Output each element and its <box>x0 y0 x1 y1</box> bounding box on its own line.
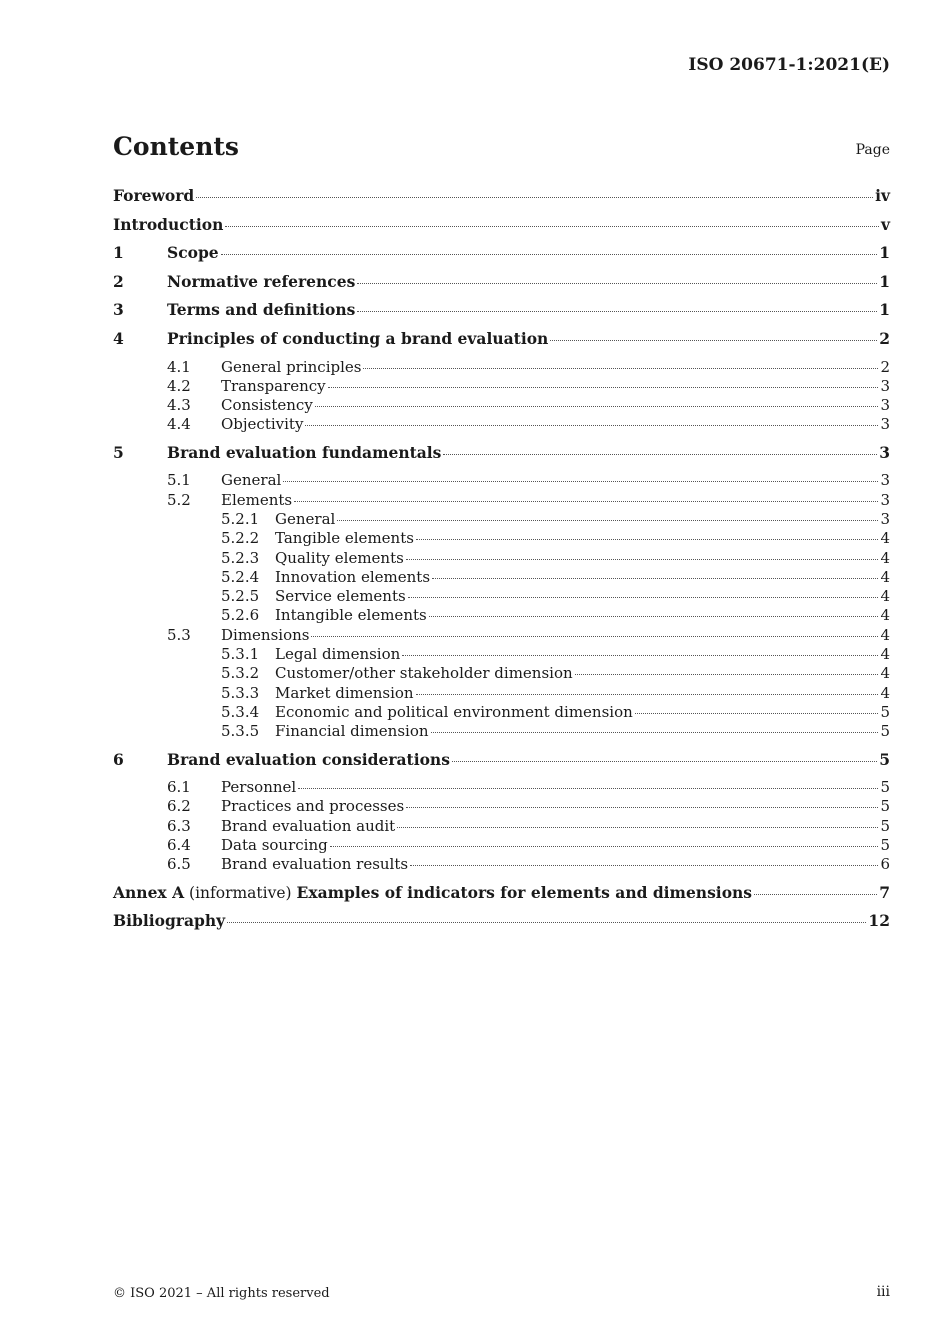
toc-entry-number: 5.2.5 <box>221 587 260 606</box>
toc-entry[interactable] <box>113 778 890 797</box>
toc-entry-title: Economic and political environment dimension <box>275 702 633 721</box>
toc-entry-number: 5 <box>113 442 124 462</box>
toc-entry-title: Innovation elements <box>275 567 431 586</box>
toc-entry[interactable] <box>113 587 890 606</box>
toc-entry-number: 5.3 <box>167 625 191 644</box>
toc-entry-page: 4 <box>880 567 890 586</box>
toc-entry-page: 3 <box>880 490 890 509</box>
toc-entry[interactable] <box>113 549 890 568</box>
table-of-contents <box>113 186 890 940</box>
toc-entry-number: 4.2 <box>167 376 191 395</box>
toc-entry-page: 3 <box>879 442 890 462</box>
dot-leader <box>429 616 879 617</box>
toc-entry-number: 6.5 <box>167 855 191 874</box>
dot-leader <box>328 387 879 388</box>
dot-leader <box>196 197 873 198</box>
toc-entry[interactable] <box>113 606 890 625</box>
toc-entry-title: Objectivity <box>221 415 304 434</box>
toc-entry[interactable] <box>113 471 890 490</box>
toc-entry[interactable] <box>113 215 890 244</box>
toc-entry[interactable] <box>113 750 890 779</box>
toc-entry-number: 6.3 <box>167 816 191 835</box>
toc-entry-page: 4 <box>880 664 890 683</box>
toc-entry[interactable] <box>113 817 890 836</box>
toc-entry-title: Principles of conducting a brand evaluation <box>167 328 549 348</box>
page-title: Contents <box>113 132 240 161</box>
toc-entry-page: 4 <box>880 645 890 664</box>
toc-entry-title: Tangible elements <box>275 529 414 548</box>
toc-entry[interactable] <box>113 300 890 329</box>
toc-entry-page: 5 <box>880 797 890 816</box>
dot-leader <box>311 636 878 637</box>
toc-entry-number: 5.3.1 <box>221 645 260 664</box>
toc-entry-title: Terms and definitions <box>167 300 356 320</box>
toc-entry-title: Normative references <box>167 271 356 291</box>
toc-entry-page: 4 <box>880 683 890 702</box>
toc-entry[interactable] <box>113 415 890 434</box>
toc-entry-page: 2 <box>879 328 890 348</box>
dot-leader <box>416 539 879 540</box>
dot-leader <box>635 713 879 714</box>
toc-entry-number: 5.1 <box>167 471 191 490</box>
toc-entry[interactable] <box>113 377 890 396</box>
toc-entry[interactable] <box>113 722 890 741</box>
toc-entry[interactable] <box>113 272 890 301</box>
toc-entry-title: General <box>275 509 336 528</box>
toc-entry[interactable] <box>113 855 890 874</box>
annex-label: Annex A <box>113 882 185 902</box>
toc-entry-title: Dimensions <box>221 625 310 644</box>
dot-leader <box>443 454 877 455</box>
dot-leader <box>337 520 878 521</box>
toc-entry-page: 3 <box>880 376 890 395</box>
dot-leader <box>416 694 879 695</box>
dot-leader <box>575 674 879 675</box>
dot-leader <box>294 501 878 502</box>
toc-entry-page: 5 <box>880 835 890 854</box>
toc-entry-number: 6.1 <box>167 778 191 797</box>
toc-entry-number: 5.2.1 <box>221 509 260 528</box>
toc-entry-number: 5.2.6 <box>221 606 260 625</box>
dot-leader <box>357 311 877 312</box>
toc-entry[interactable] <box>113 836 890 855</box>
dot-leader <box>315 406 879 407</box>
toc-entry-title: Scope <box>167 243 219 263</box>
toc-entry-number: 5.2.4 <box>221 567 260 586</box>
dot-leader <box>221 254 878 255</box>
dot-leader <box>431 732 879 733</box>
toc-entry[interactable] <box>113 664 890 683</box>
toc-entry-page: v <box>880 214 890 234</box>
toc-entry-title <box>113 883 752 902</box>
dot-leader <box>305 425 878 426</box>
toc-entry-title: Brand evaluation results <box>221 855 409 874</box>
toc-entry-title: Data sourcing <box>221 835 328 854</box>
toc-entry-page: iv <box>875 186 890 205</box>
dot-leader <box>410 865 878 866</box>
toc-entry-number: 1 <box>113 243 124 263</box>
toc-entry-page: 3 <box>880 396 890 415</box>
toc-entry[interactable] <box>113 684 890 703</box>
toc-entry[interactable] <box>113 626 890 645</box>
toc-entry-page: 4 <box>880 587 890 606</box>
toc-entry-number: 5.3.3 <box>221 683 260 702</box>
toc-entry-page: 5 <box>880 702 890 721</box>
toc-entry-number: 5.2 <box>167 490 191 509</box>
toc-entry-page: 4 <box>880 548 890 567</box>
toc-entry-title: Elements <box>221 490 293 509</box>
dot-leader <box>406 807 878 808</box>
toc-entry-title: Customer/other stakeholder dimension <box>275 664 573 683</box>
dot-leader <box>298 788 878 789</box>
dot-leader <box>754 894 877 895</box>
toc-entry-title: Brand evaluation fundamentals <box>167 442 442 462</box>
toc-entry[interactable] <box>113 329 890 358</box>
toc-entry[interactable] <box>113 797 890 816</box>
toc-entry-title: Market dimension <box>275 683 414 702</box>
footer-page-number: iii <box>876 1284 890 1300</box>
dot-leader <box>408 597 879 598</box>
footer-copyright: © ISO 2021 – All rights reserved <box>113 1286 330 1301</box>
toc-entry[interactable] <box>113 911 890 940</box>
toc-entry-number: 5.3.5 <box>221 722 260 741</box>
toc-entry[interactable] <box>113 186 890 215</box>
toc-entry-title: Personnel <box>221 778 297 797</box>
dot-leader <box>225 226 879 227</box>
dot-leader <box>330 846 879 847</box>
toc-entry-page: 1 <box>879 243 890 263</box>
toc-entry-number: 3 <box>113 300 124 320</box>
toc-entry-title: Intangible elements <box>275 606 427 625</box>
toc-entry-title: General <box>221 471 282 490</box>
toc-entry-page: 5 <box>880 722 890 741</box>
toc-entry-page: 2 <box>880 357 890 376</box>
toc-entry[interactable] <box>113 243 890 272</box>
toc-entry-number: 5.2.3 <box>221 548 260 567</box>
toc-entry-page: 4 <box>880 625 890 644</box>
page-column-label: Page <box>855 142 890 158</box>
toc-entry[interactable] <box>113 510 890 529</box>
dot-leader <box>452 761 877 762</box>
toc-entry-number: 6.4 <box>167 835 191 854</box>
toc-entry-page: 1 <box>879 271 890 291</box>
toc-entry-title: Practices and processes <box>221 797 405 816</box>
document-id: ISO 20671-1:2021(E) <box>688 55 890 75</box>
toc-entry-page: 6 <box>880 855 890 874</box>
toc-entry-number: 6 <box>113 749 124 769</box>
toc-entry-page: 5 <box>879 749 890 769</box>
toc-entry-page: 3 <box>880 415 890 434</box>
toc-entry-page: 4 <box>880 606 890 625</box>
toc-entry-number: 4 <box>113 328 124 348</box>
annex-title: Examples of indicators for elements and dimensions <box>296 882 753 902</box>
toc-entry-number: 5.2.2 <box>221 529 260 548</box>
toc-entry-page: 7 <box>879 882 890 902</box>
dot-leader <box>363 368 878 369</box>
toc-entry-number: 4.1 <box>167 357 191 376</box>
dot-leader <box>357 283 877 284</box>
dot-leader <box>397 827 878 828</box>
toc-entry-title: Brand evaluation audit <box>221 816 396 835</box>
toc-entry[interactable] <box>113 358 890 377</box>
toc-entry-number: 2 <box>113 271 124 291</box>
toc-entry-title: Introduction <box>113 214 224 234</box>
dot-leader <box>227 922 866 923</box>
toc-entry-number: 6.2 <box>167 797 191 816</box>
toc-entry-page: 5 <box>880 816 890 835</box>
toc-entry[interactable] <box>113 396 890 415</box>
toc-entry-title: Service elements <box>275 587 406 606</box>
toc-entry-page: 3 <box>880 471 890 490</box>
toc-entry-number: 4.3 <box>167 396 191 415</box>
toc-entry-title: Bibliography <box>113 911 226 931</box>
toc-entry[interactable] <box>113 703 890 722</box>
toc-entry-number: 5.3.4 <box>221 702 260 721</box>
toc-entry-page: 1 <box>879 300 890 320</box>
toc-entry-page: 5 <box>880 778 890 797</box>
dot-leader <box>283 481 878 482</box>
annex-note: (informative) <box>184 883 297 902</box>
toc-entry-title: Transparency <box>221 376 326 395</box>
toc-entry-title: General principles <box>221 357 362 376</box>
toc-entry-title: Foreword <box>113 186 195 205</box>
toc-entry[interactable] <box>113 568 890 587</box>
dot-leader <box>432 578 878 579</box>
toc-entry-title: Consistency <box>221 396 313 415</box>
toc-entry[interactable] <box>113 883 890 912</box>
toc-entry-page: 12 <box>868 911 890 931</box>
dot-leader <box>550 340 877 341</box>
dot-leader <box>406 559 879 560</box>
toc-entry-title: Legal dimension <box>275 645 401 664</box>
toc-entry-page: 3 <box>880 509 890 528</box>
toc-entry-number: 5.3.2 <box>221 664 260 683</box>
toc-entry[interactable] <box>113 645 890 664</box>
toc-entry[interactable] <box>113 529 890 548</box>
toc-entry-number: 4.4 <box>167 415 191 434</box>
dot-leader <box>402 655 878 656</box>
toc-entry-title: Brand evaluation considerations <box>167 749 450 769</box>
toc-entry-title: Quality elements <box>275 548 404 567</box>
toc-entry[interactable] <box>113 491 890 510</box>
toc-entry-page: 4 <box>880 529 890 548</box>
toc-entry[interactable] <box>113 443 890 472</box>
toc-entry-title: Financial dimension <box>275 722 429 741</box>
